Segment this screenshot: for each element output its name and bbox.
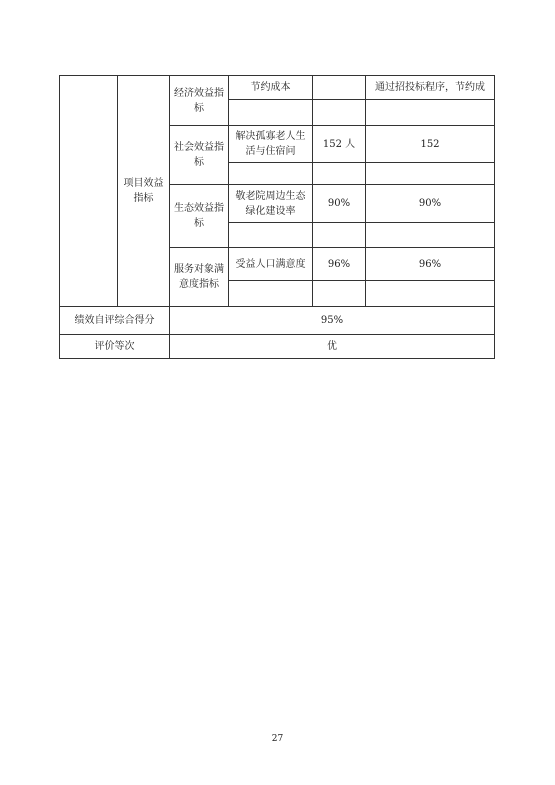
indicator-cell: 敬老院周边生态绿化建设率 (229, 185, 313, 223)
performance-evaluation-table (59, 75, 495, 359)
blank-cell (60, 76, 118, 307)
actual-cell: 152 (366, 126, 495, 163)
category-label: 项目效益指标 (123, 178, 164, 204)
grade-label-cell: 评价等次 (60, 335, 170, 359)
indicator-cell: 受益人口满意度 (229, 248, 313, 281)
target-cell (313, 76, 366, 100)
grade-value-cell: 优 (170, 335, 495, 359)
score-row (60, 307, 495, 335)
page-number: 27 (271, 734, 284, 744)
actual-cell: 90% (366, 185, 495, 223)
target-cell: 96% (313, 248, 366, 281)
target-cell: 90% (313, 185, 366, 223)
actual-cell: 通过招投标程序，节约成 (366, 76, 495, 100)
table-row (60, 76, 495, 100)
indicator-cell: 解决孤寡老人生活与住宿问 (229, 126, 313, 163)
indicator-cell: 节约成本 (229, 76, 313, 100)
target-cell: 152 人 (313, 126, 366, 163)
group-label-ecological: 生态效益指标 (170, 185, 229, 248)
group-label-social: 社会效益指标 (170, 126, 229, 185)
score-value-cell: 95% (170, 307, 495, 335)
grade-row (60, 335, 495, 359)
actual-cell: 96% (366, 248, 495, 281)
group-label-economic: 经济效益指标 (170, 76, 229, 126)
score-label-cell: 绩效自评综合得分 (60, 307, 170, 335)
group-label-satisfaction: 服务对象满意度指标 (170, 248, 229, 307)
category-cell (118, 76, 170, 307)
